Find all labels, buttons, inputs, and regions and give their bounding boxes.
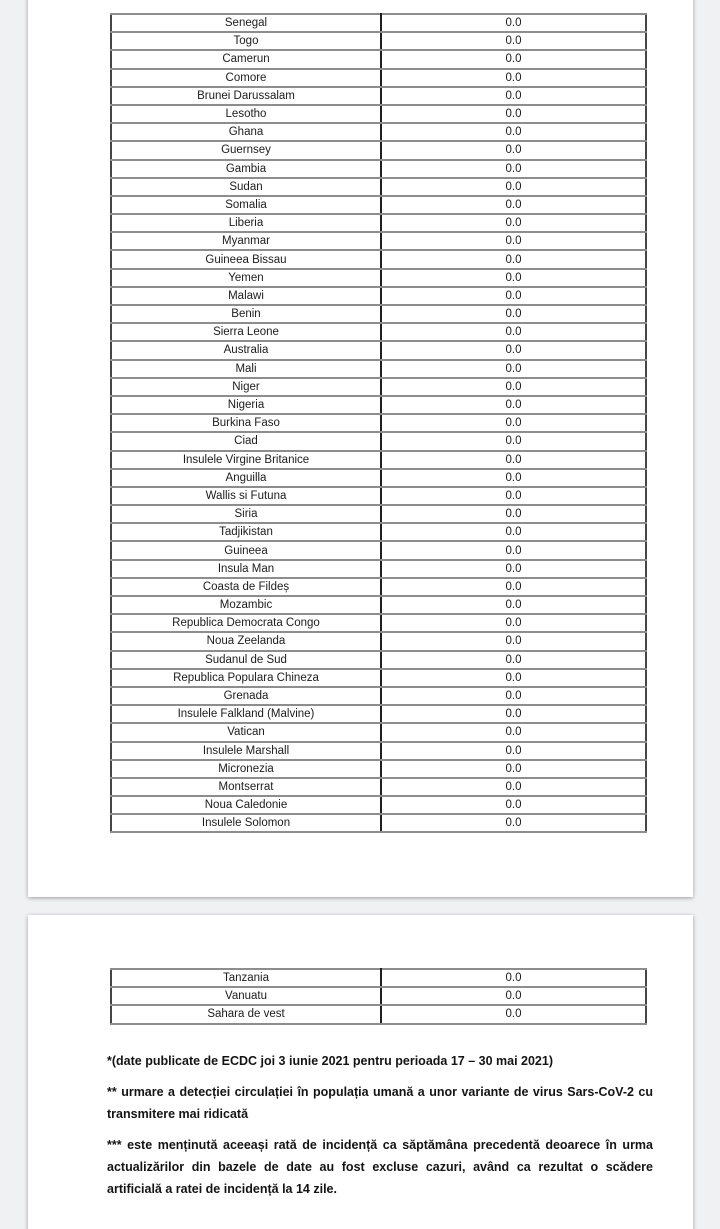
value-cell: 0.0	[381, 742, 646, 760]
table-row	[111, 760, 646, 778]
table-row	[111, 578, 646, 596]
table-row	[111, 105, 646, 123]
country-cell: Comore	[111, 69, 381, 87]
value-cell: 0.0	[381, 323, 646, 341]
value-cell: 0.0	[381, 287, 646, 305]
country-cell: Guineea Bissau	[111, 250, 381, 268]
country-cell: Liberia	[111, 214, 381, 232]
value-cell: 0.0	[381, 14, 646, 32]
value-cell: 0.0	[381, 105, 646, 123]
country-cell: Lesotho	[111, 105, 381, 123]
table-row	[111, 469, 646, 487]
value-cell: 0.0	[381, 250, 646, 268]
table-row	[111, 305, 646, 323]
value-cell: 0.0	[381, 341, 646, 359]
value-cell: 0.0	[381, 796, 646, 814]
table-row	[111, 341, 646, 359]
country-cell: Vanuatu	[111, 987, 381, 1005]
table-row	[111, 614, 646, 632]
table-row	[111, 323, 646, 341]
value-cell: 0.0	[381, 969, 646, 987]
country-cell: Tadjikistan	[111, 523, 381, 541]
value-cell: 0.0	[381, 414, 646, 432]
country-cell: Vatican	[111, 723, 381, 741]
value-cell: 0.0	[381, 214, 646, 232]
value-cell: 0.0	[381, 160, 646, 178]
country-cell: Malawi	[111, 287, 381, 305]
country-cell: Somalia	[111, 196, 381, 214]
value-cell: 0.0	[381, 651, 646, 669]
country-cell: Myanmar	[111, 232, 381, 250]
table-row	[111, 796, 646, 814]
value-cell: 0.0	[381, 469, 646, 487]
document-page-2	[28, 915, 693, 1229]
value-cell: 0.0	[381, 987, 646, 1005]
table-row	[111, 378, 646, 396]
table-row	[111, 451, 646, 469]
country-cell: Republica Democrata Congo	[111, 614, 381, 632]
table-row	[111, 523, 646, 541]
table-row	[111, 178, 646, 196]
country-cell: Benin	[111, 305, 381, 323]
value-cell: 0.0	[381, 451, 646, 469]
value-cell: 0.0	[381, 487, 646, 505]
table-row	[111, 432, 646, 450]
table-row	[111, 32, 646, 50]
value-cell: 0.0	[381, 1005, 646, 1023]
value-cell: 0.0	[381, 760, 646, 778]
value-cell: 0.0	[381, 778, 646, 796]
value-cell: 0.0	[381, 705, 646, 723]
table-row	[111, 160, 646, 178]
country-cell: Mozambic	[111, 596, 381, 614]
country-cell: Guernsey	[111, 141, 381, 159]
table-row	[111, 742, 646, 760]
value-cell: 0.0	[381, 541, 646, 559]
value-cell: 0.0	[381, 814, 646, 832]
country-cell: Anguilla	[111, 469, 381, 487]
country-cell: Australia	[111, 341, 381, 359]
table-row	[111, 541, 646, 559]
value-cell: 0.0	[381, 687, 646, 705]
document-page-1	[28, 0, 693, 897]
country-cell: Sudanul de Sud	[111, 651, 381, 669]
table-row	[111, 214, 646, 232]
table-row	[111, 987, 646, 1005]
country-cell: Insulele Falkland (Malvine)	[111, 705, 381, 723]
table-row	[111, 651, 646, 669]
country-cell: Siria	[111, 505, 381, 523]
table-row	[111, 123, 646, 141]
table-row	[111, 360, 646, 378]
value-cell: 0.0	[381, 723, 646, 741]
value-cell: 0.0	[381, 32, 646, 50]
country-cell: Ciad	[111, 432, 381, 450]
table-row	[111, 505, 646, 523]
table-row	[111, 396, 646, 414]
country-cell: Wallis si Futuna	[111, 487, 381, 505]
table-row	[111, 50, 646, 68]
value-cell: 0.0	[381, 196, 646, 214]
table-row	[111, 814, 646, 832]
country-cell: Sierra Leone	[111, 323, 381, 341]
value-cell: 0.0	[381, 632, 646, 650]
table-row	[111, 414, 646, 432]
value-cell: 0.0	[381, 578, 646, 596]
country-cell: Yemen	[111, 269, 381, 287]
value-cell: 0.0	[381, 305, 646, 323]
table-row	[111, 87, 646, 105]
table-row	[111, 269, 646, 287]
value-cell: 0.0	[381, 50, 646, 68]
country-cell: Guineea	[111, 541, 381, 559]
footnote-incidence-rate: *** este menținută aceeași rată de incidență ca săptămâna precedentă deoarece în urma actualizărilor din bazele de date au fost excluse cazuri, având ca rezultat o scădere artificială a ratei de incidență la 14 zile.	[107, 1138, 653, 1196]
country-cell: Insula Man	[111, 560, 381, 578]
table-row	[111, 196, 646, 214]
country-cell: Insulele Virgine Britanice	[111, 451, 381, 469]
value-cell: 0.0	[381, 232, 646, 250]
value-cell: 0.0	[381, 560, 646, 578]
table-row	[111, 14, 646, 32]
country-cell: Niger	[111, 378, 381, 396]
country-cell: Burkina Faso	[111, 414, 381, 432]
table-row	[111, 705, 646, 723]
country-cell: Noua Caledonie	[111, 796, 381, 814]
country-cell: Sahara de vest	[111, 1005, 381, 1023]
country-cell: Senegal	[111, 14, 381, 32]
country-cell: Insulele Marshall	[111, 742, 381, 760]
value-cell: 0.0	[381, 669, 646, 687]
value-cell: 0.0	[381, 396, 646, 414]
incidence-table-body	[111, 969, 646, 1024]
table-row	[111, 250, 646, 268]
value-cell: 0.0	[381, 614, 646, 632]
value-cell: 0.0	[381, 378, 646, 396]
table-row	[111, 1005, 646, 1023]
footnote-variant-detection: ** urmare a detecției circulației în populația umană a unor variante de virus Sars-CoV-2 cu transmitere mai ridicată	[107, 1085, 653, 1121]
country-cell: Montserrat	[111, 778, 381, 796]
value-cell: 0.0	[381, 269, 646, 287]
value-cell: 0.0	[381, 432, 646, 450]
country-cell: Sudan	[111, 178, 381, 196]
country-cell: Micronezia	[111, 760, 381, 778]
country-cell: Togo	[111, 32, 381, 50]
table-row	[111, 632, 646, 650]
country-cell: Tanzania	[111, 969, 381, 987]
table-row	[111, 232, 646, 250]
incidence-table-page2	[110, 968, 647, 1025]
table-row	[111, 669, 646, 687]
country-cell: Coasta de Fildeș	[111, 578, 381, 596]
value-cell: 0.0	[381, 69, 646, 87]
table-row	[111, 969, 646, 987]
country-cell: Camerun	[111, 50, 381, 68]
table-row	[111, 287, 646, 305]
country-cell: Mali	[111, 360, 381, 378]
value-cell: 0.0	[381, 87, 646, 105]
country-cell: Ghana	[111, 123, 381, 141]
value-cell: 0.0	[381, 360, 646, 378]
country-cell: Noua Zeelanda	[111, 632, 381, 650]
value-cell: 0.0	[381, 505, 646, 523]
footnote-publication-date: *(date publicate de ECDC joi 3 iunie 2021 pentru perioada 17 – 30 mai 2021)	[107, 1054, 553, 1068]
value-cell: 0.0	[381, 523, 646, 541]
value-cell: 0.0	[381, 141, 646, 159]
table-row	[111, 687, 646, 705]
table-row	[111, 778, 646, 796]
value-cell: 0.0	[381, 123, 646, 141]
footnotes-block	[107, 1050, 653, 1209]
table-row	[111, 141, 646, 159]
value-cell: 0.0	[381, 596, 646, 614]
table-row	[111, 723, 646, 741]
country-cell: Republica Populara Chineza	[111, 669, 381, 687]
table-row	[111, 560, 646, 578]
table-row	[111, 69, 646, 87]
country-cell: Insulele Solomon	[111, 814, 381, 832]
table-row	[111, 487, 646, 505]
incidence-table-page1	[110, 13, 647, 833]
country-cell: Grenada	[111, 687, 381, 705]
country-cell: Gambia	[111, 160, 381, 178]
country-cell: Nigeria	[111, 396, 381, 414]
incidence-table-body	[111, 14, 646, 832]
table-row	[111, 596, 646, 614]
country-cell: Brunei Darussalam	[111, 87, 381, 105]
value-cell: 0.0	[381, 178, 646, 196]
